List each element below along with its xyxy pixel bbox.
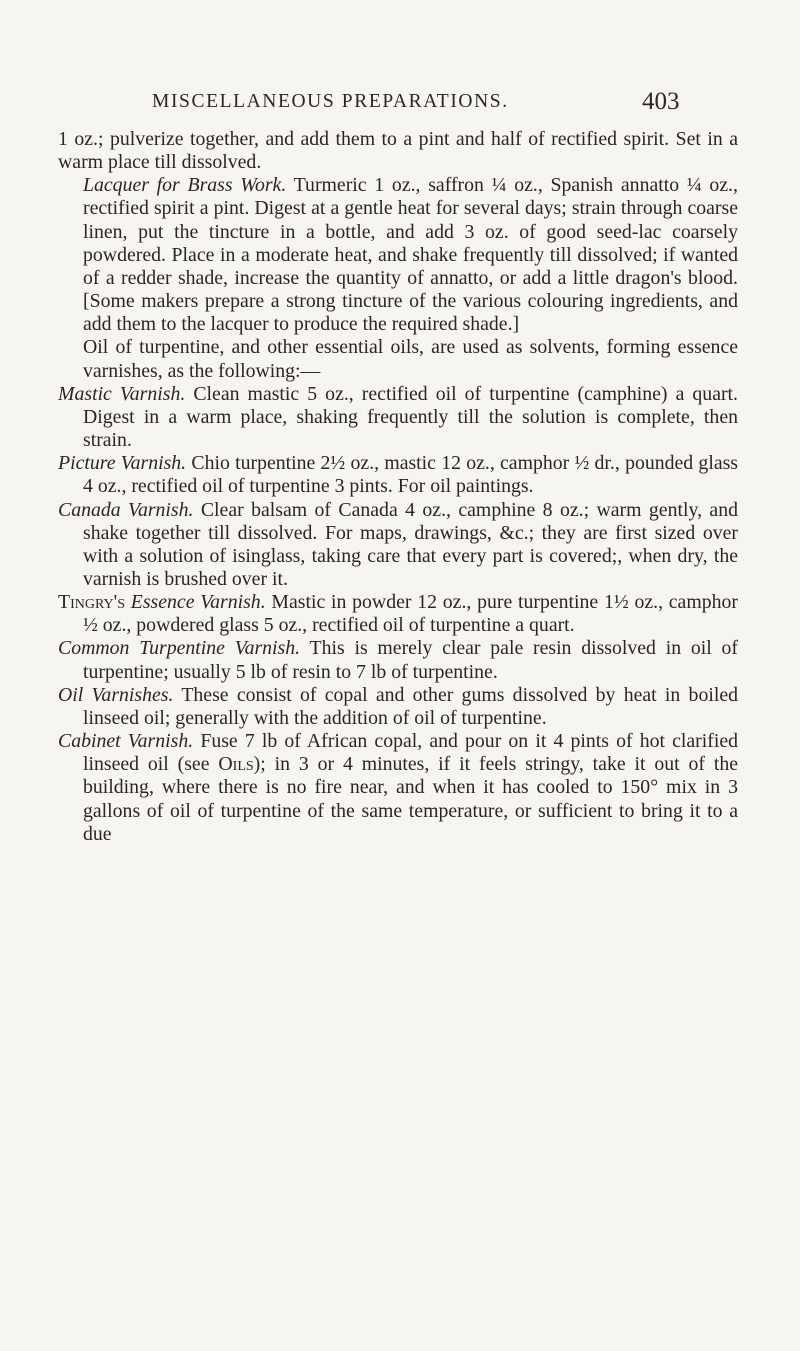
recipe-oil-varnishes [58, 684, 738, 730]
recipe-title: Oil Varnishes. [58, 683, 174, 706]
page-text [58, 128, 738, 846]
recipe-picture-varnish [58, 452, 738, 498]
recipe-text: Chio turpentine 2½ oz., mastic 12 oz., camphor ½ dr., pounded glass 4 oz., rectified oil of turpentine 3 pints. For oil paintings. [83, 452, 738, 498]
paragraph-text: 1 oz.; pulverize together, and add them to a pint and half of rectified spirit. Set in a warm place till dissolved. [58, 128, 738, 174]
recipe-text: Turmeric 1 oz., saffron ¼ oz., Spanish annatto ¼ oz., rectified spirit a pint. Digest at a gentle heat for several days; strain through coarse linen, put the tincture in a bottle, and add 3 oz. of good seed-lac coarsely powdered. Place in a moderate heat, and shake frequently till dissolved; if wanted of a redder shade, increase the quantity of annatto, or add a little dragon's blood. [Some makers prepare a strong tincture of the various colouring ingredients, and add them to the lacquer to produce the required shade.] [83, 174, 738, 336]
paragraph-text: Oil of turpentine, and other essential oils, are used as solvents, forming essence varnishes, as the following:— [83, 336, 738, 382]
recipe-title: Common Turpentine Varnish. [58, 637, 301, 660]
recipe-tingry-essence-varnish [58, 591, 738, 637]
recipe-title: Essence Varnish. [130, 591, 266, 614]
recipe-text: These consist of copal and other gums dissolved by heat in boiled linseed oil; generally with the addition of oil of turpentine. [83, 683, 738, 729]
paragraph-continuation [58, 128, 738, 174]
recipe-text: Mastic in powder 12 oz., pure turpentine 1½ oz., camphor ½ oz., powdered glass 5 oz., rectified oil of turpentine a quart. [83, 591, 738, 637]
recipe-text: Fuse 7 lb of African copal, and pour on it 4 pints of hot clarified linseed oil (see [83, 730, 738, 776]
recipe-title: Canada Varnish. [58, 498, 194, 521]
cross-reference: Oils [218, 753, 254, 776]
recipe-title: Picture Varnish. [58, 452, 187, 475]
recipe-canada-varnish [58, 499, 738, 592]
recipe-author: Tingry's [58, 591, 125, 614]
recipe-common-turpentine-varnish [58, 637, 738, 683]
recipe-cabinet-varnish [58, 730, 738, 846]
recipe-text: Clear balsam of Canada 4 oz., camphine 8 oz.; warm gently, and shake together till dissolved. For maps, drawings, &c.; they are first sized over with a solution of isinglass, taking care that every part is covered;, when dry, the varnish is brushed over it. [83, 498, 738, 590]
page-number: 403 [642, 88, 680, 115]
running-head: MISCELLANEOUS PREPARATIONS. [152, 91, 509, 112]
recipe-lacquer-brass [58, 174, 738, 336]
recipe-mastic-varnish [58, 383, 738, 452]
recipe-text: Clean mastic 5 oz., rectified oil of turpentine (camphine) a quart. Digest in a warm place, shaking frequently till the solution is complete, then strain. [83, 382, 738, 452]
recipe-text: ); in 3 or 4 minutes, if it feels stringy, take it out of the building, where there is no fire near, and when it has cooled to 150° mix in 3 gallons of oil of turpentine of the same temperature, or sufficient to bring it to a due [83, 753, 738, 845]
recipe-text: This is merely clear pale resin dissolved in oil of turpentine; usually 5 lb of resin to 7 lb of turpentine. [83, 637, 738, 683]
paragraph-essence-varnishes [58, 336, 738, 382]
recipe-title: Cabinet Varnish. [58, 730, 194, 753]
recipe-title: Mastic Varnish. [58, 382, 186, 405]
recipe-title: Lacquer for Brass Work. [83, 174, 287, 197]
